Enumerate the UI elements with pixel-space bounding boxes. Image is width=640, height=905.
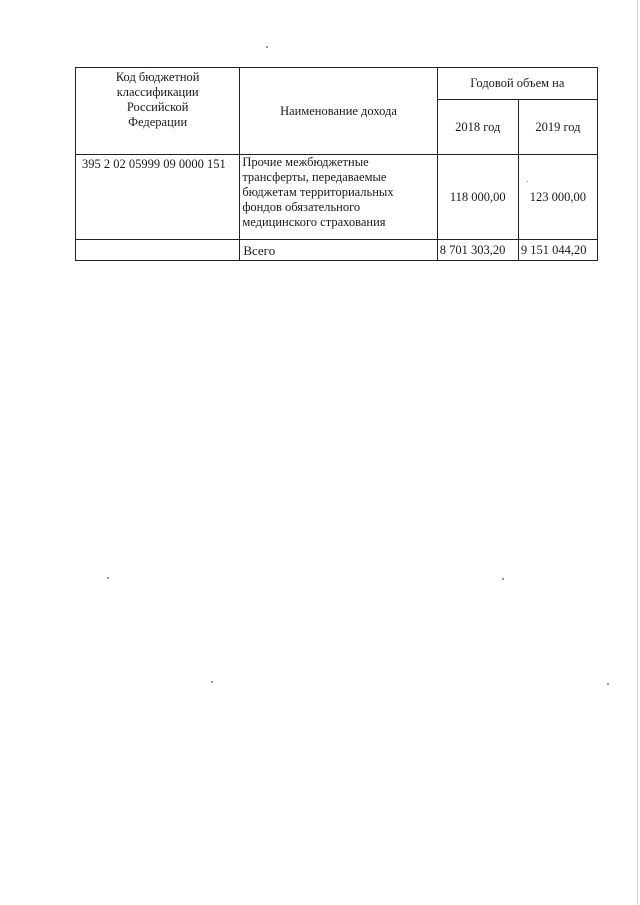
scan-speck — [211, 681, 213, 683]
scan-speck — [107, 577, 109, 579]
row-value-2018: 118 000,00 — [437, 155, 518, 240]
revenue-table — [75, 67, 598, 261]
row-revenue-name: Прочие межбюджетные трансферты, передаваемые бюджетам территориальных фондов обязательного медицинского страхования — [240, 155, 437, 240]
total-code — [76, 240, 240, 261]
header-year-2018: 2018 год — [437, 100, 518, 155]
total-label: Всего — [240, 240, 437, 261]
header-code: Код бюджетной классификации Российской Федерации — [76, 68, 240, 155]
scan-speck — [266, 46, 268, 48]
header-row — [76, 68, 598, 100]
page-edge — [637, 0, 638, 905]
row-value-2019: 123 000,00 — [518, 155, 597, 240]
header-annual-volume: Годовой объем на — [437, 68, 597, 100]
total-value-2018: 8 701 303,20 — [437, 240, 518, 261]
table-row — [76, 155, 598, 240]
row-budget-code: 395 2 02 05999 09 0000 151 — [76, 155, 240, 240]
scan-speck — [607, 683, 609, 685]
total-row — [76, 240, 598, 261]
header-name: Наименование дохода — [240, 68, 437, 155]
header-year-2019: 2019 год — [518, 100, 597, 155]
scan-speck — [527, 181, 528, 182]
total-value-2019: 9 151 044,20 — [518, 240, 597, 261]
scan-speck — [502, 578, 504, 580]
